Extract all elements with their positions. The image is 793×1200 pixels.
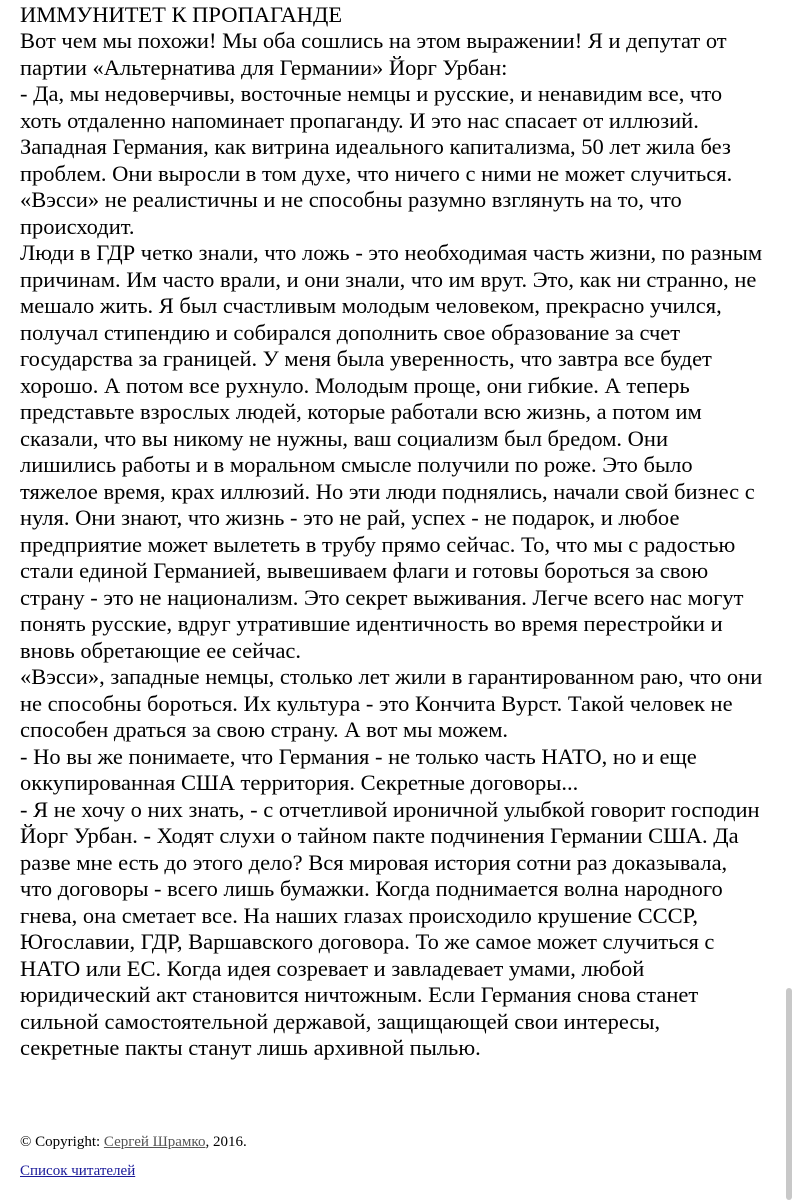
article-line: не способны бороться. Их культура - это Кончита Вурст. Такой человек не bbox=[20, 690, 733, 716]
author-link[interactable]: Сергей Шрамко bbox=[103, 1134, 206, 1150]
article-line: стали единой Германией, вывешиваем флаги и готовы бороться за свою bbox=[20, 558, 709, 583]
article-body bbox=[20, 28, 780, 1062]
article-line: представьте взрослых людей, которые работали всю жизнь, а потом им bbox=[20, 399, 702, 424]
readers-list-link[interactable]: Список читателей bbox=[20, 1163, 136, 1179]
article-line: хорошо. А потом все рухнуло. Молодым проще, они гибкие. А теперь bbox=[20, 372, 690, 398]
article-line: - Да, мы недоверчивы, восточные немцы и русские, и ненавидим все, что bbox=[20, 81, 723, 106]
article-line: способен драться за свою страну. А вот мы можем. bbox=[20, 717, 509, 742]
article-line: сильной самостоятельной державой, защищающей свои интересы, bbox=[20, 1008, 661, 1034]
article-line: «Вэсси», западные немцы, столько лет жили в гарантированном раю, что они bbox=[20, 664, 763, 689]
article-line: - Но вы же понимаете, что Германия - не только часть НАТО, но и еще bbox=[20, 743, 697, 769]
article-line: что договоры - всего лишь бумажки. Когда поднимается волна народного bbox=[20, 876, 723, 901]
article-line: Западная Германия, как витрина идеального капитализма, 50 лет жила без bbox=[20, 134, 731, 159]
article-line: тяжелое время, крах иллюзий. Но эти люди поднялись, начали свой бизнес с bbox=[20, 478, 755, 504]
article-line: оккупированная США территория. Секретные договоры... bbox=[20, 770, 579, 795]
article-line: секретные пакты станут лишь архивной пылью. bbox=[20, 1035, 481, 1060]
article bbox=[20, 0, 780, 1062]
article-line: Югославии, ГДР, Варшавского договора. То же самое может случиться с bbox=[20, 929, 715, 954]
copyright-footer bbox=[20, 1132, 760, 1152]
article-line: причинам. Им часто врали, и они знали, что им врут. Это, как ни странно, не bbox=[20, 266, 757, 292]
article-line: государства за границей. У меня была уверенность, что завтра все будет bbox=[20, 346, 712, 371]
article-line: нуля. Они знают, что жизнь - это не рай, успех - не подарок, и любое bbox=[20, 505, 680, 530]
article-line: Йорг Урбан. - Ходят слухи о тайном пакте подчинения Германии США. Да bbox=[20, 823, 739, 848]
article-line: сказали, что вы никому не нужны, ваш социализм был бредом. Они bbox=[20, 425, 669, 451]
copyright-year: , 2016. bbox=[205, 1134, 247, 1150]
article-line: Вот чем мы похожи! Мы оба сошлись на этом выражении! Я и депутат от bbox=[20, 28, 727, 53]
article-line: Люди в ГДР четко знали, что ложь - это необходимая часть жизни, по разным bbox=[20, 240, 763, 265]
copyright-prefix: © Copyright: bbox=[20, 1134, 104, 1150]
article-line: разве мне есть до этого дело? Вся мировая история сотни раз доказывала, bbox=[20, 849, 728, 875]
article-line: партии «Альтернатива для Германии» Йорг Урбан: bbox=[20, 54, 508, 80]
article-title: ИММУНИТЕТ К ПРОПАГАНДЕ bbox=[20, 2, 343, 27]
readers-section bbox=[20, 1161, 135, 1181]
article-line: юридический акт становится ничтожным. Если Германия снова станет bbox=[20, 982, 699, 1007]
article-line: получал стипендию и собирался дополнить свое образование за счет bbox=[20, 319, 681, 345]
scrollbar-thumb[interactable] bbox=[786, 988, 792, 1200]
article-line: НАТО или ЕС. Когда идея созревает и завладевает умами, любой bbox=[20, 955, 645, 981]
scrollbar[interactable] bbox=[783, 0, 793, 1200]
article-line: - Я не хочу о них знать, - с отчетливой ироничной улыбкой говорит господин bbox=[20, 796, 760, 822]
article-line: лишились работы и в моральном смысле получили по роже. Это было bbox=[20, 452, 693, 477]
article-line: происходит. bbox=[20, 213, 135, 239]
article-line: хоть отдаленно напоминает пропаганду. И это нас спасает от иллюзий. bbox=[20, 107, 699, 133]
article-line: вновь обретающие ее сейчас. bbox=[20, 637, 302, 663]
article-line: страну - это не национализм. Это секрет выживания. Легче всего нас могут bbox=[20, 584, 744, 610]
article-line: мешало жить. Я был счастливым молодым человеком, прекрасно учился, bbox=[20, 293, 722, 318]
article-line: проблем. Они выросли в том духе, что ничего с ними не может случиться. bbox=[20, 160, 733, 186]
article-line: «Вэсси» не реалистичны и не способны разумно взглянуть на то, что bbox=[20, 187, 682, 212]
article-line: понять русские, вдруг утратившие идентичность во время перестройки и bbox=[20, 611, 723, 636]
article-line: гнева, она сметает все. На наших глазах происходило крушение СССР, bbox=[20, 902, 698, 928]
article-line: предприятие может вылететь в трубу прямо сейчас. То, что мы с радостью bbox=[20, 531, 736, 557]
